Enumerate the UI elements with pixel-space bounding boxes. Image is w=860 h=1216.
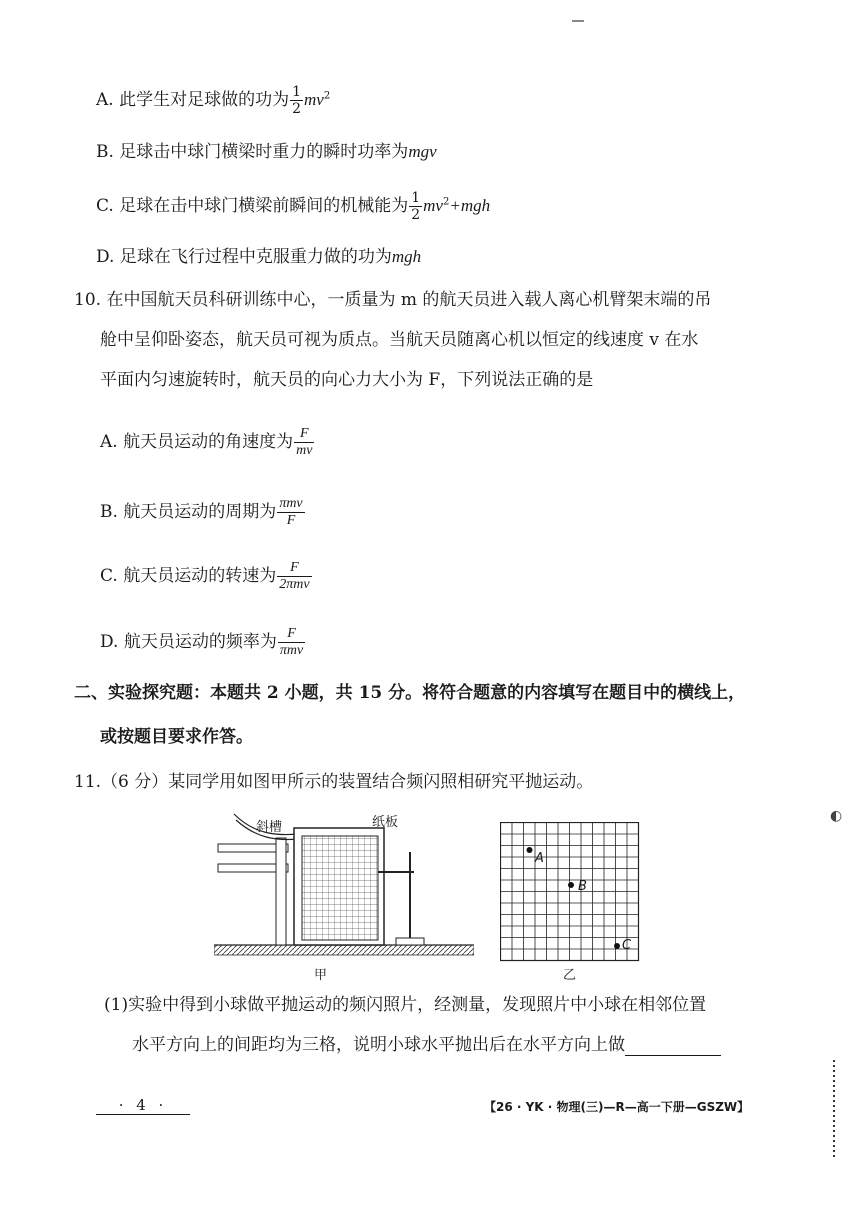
answer-blank[interactable] — [625, 1037, 721, 1056]
q9-option-b-text: B. 足球击中球门横梁时重力的瞬时功率为 — [96, 142, 409, 162]
q11-sub1-line2 — [132, 1034, 721, 1056]
fraction — [277, 560, 311, 593]
q10-stem-line2: 舱中呈仰卧姿态，航天员可视为质点。当航天员随离心机以恒定的线速度 v 在水 — [100, 330, 699, 350]
frac-den: mv — [296, 443, 313, 458]
section2-heading-line1: 二、实验探究题：本题共 2 小题，共 15 分。将符合题意的内容填写在题目中的横线上， — [74, 683, 746, 703]
superscript: 2 — [323, 90, 331, 102]
frac-num: 1 — [411, 190, 421, 206]
q9-option-a — [96, 84, 330, 117]
q10-stem-line1: 10. 在中国航天员科研训练中心，一质量为 m 的航天员进入载人离心机臂架末端的吊 — [74, 290, 712, 310]
frac-num: 1 — [292, 84, 302, 100]
label-chute: 斜槽 — [256, 820, 283, 835]
frac-den: 2 — [292, 101, 302, 117]
fraction — [294, 426, 314, 459]
fraction — [409, 190, 422, 223]
table-leg — [276, 838, 286, 945]
frac-den: F — [286, 513, 296, 528]
ground — [214, 945, 474, 955]
point-c — [614, 943, 620, 949]
caption-yi: 乙 — [563, 968, 577, 983]
scan-mark — [572, 20, 584, 22]
q10-option-b — [100, 496, 306, 529]
edge-circle-mark: ◐ — [830, 808, 843, 824]
formula: mgh — [391, 247, 422, 266]
point-a — [527, 847, 533, 853]
fraction — [277, 496, 304, 529]
formula: mv — [423, 196, 443, 215]
label-point-a: A — [535, 851, 544, 866]
q11-stem: 11.（6 分）某同学用如图甲所示的装置结合频闪照相研究平抛运动。 — [74, 772, 594, 792]
page-number: · 4 · — [96, 1096, 190, 1115]
formula: mv — [304, 90, 324, 109]
q10-option-a — [100, 426, 315, 459]
formula: mgv — [408, 142, 437, 161]
formula-tail: +mgh — [449, 196, 491, 215]
q10-stem-line3: 平面内匀速旋转时，航天员的向心力大小为 F，下列说法正确的是 — [100, 370, 594, 390]
grid-paper — [302, 836, 378, 940]
q11-sub1-line2-text: 水平方向上的间距均为三格，说明小球水平抛出后在水平方向上做 — [132, 1035, 625, 1055]
flash-photo-grid — [500, 822, 640, 962]
frac-den: 2 — [411, 207, 421, 223]
frac-num: F — [277, 560, 311, 577]
frac-den: 2πmv — [279, 577, 310, 592]
q9-option-d — [96, 246, 421, 268]
apparatus-figure — [214, 808, 474, 958]
label-board: 纸板 — [372, 815, 399, 830]
frac-num: F — [294, 426, 314, 443]
fraction — [278, 626, 305, 659]
frac-den: πmv — [279, 643, 304, 658]
q9-option-d-text: D. 足球在飞行过程中克服重力做的功为 — [96, 247, 392, 267]
stand-base — [396, 938, 424, 945]
point-b — [568, 882, 574, 888]
q10-option-c — [100, 560, 313, 593]
caption-jia: 甲 — [314, 968, 328, 983]
q9-option-c — [96, 190, 490, 223]
q9-option-c-text: C. 足球在击中球门横梁前瞬间的机械能为 — [96, 196, 409, 216]
q10-option-c-text: C. 航天员运动的转速为 — [100, 566, 277, 586]
label-point-c: C — [622, 938, 632, 953]
frac-num: F — [278, 626, 305, 643]
q10-option-a-text: A. 航天员运动的角速度为 — [100, 432, 294, 452]
fraction — [290, 84, 303, 117]
q9-option-a-text: A. 此学生对足球做的功为 — [96, 90, 290, 110]
frac-num: πmv — [279, 496, 303, 511]
q11-sub1-line1: (1)实验中得到小球做平抛运动的频闪照片，经测量，发现照片中小球在相邻位置 — [104, 995, 707, 1015]
superscript: 2 — [442, 196, 450, 208]
edge-dotted-line — [832, 1060, 836, 1160]
q10-option-d-text: D. 航天员运动的频率为 — [100, 632, 277, 652]
q10-option-b-text: B. 航天员运动的周期为 — [100, 502, 277, 522]
q9-option-b — [96, 141, 437, 163]
label-point-b: B — [578, 879, 587, 894]
section2-heading-line2: 或按题目要求作答。 — [100, 727, 253, 747]
exam-code: 【26 · YK · 物理(三)—R—高一下册—GSZW】 — [484, 1100, 750, 1114]
q10-option-d — [100, 626, 306, 659]
